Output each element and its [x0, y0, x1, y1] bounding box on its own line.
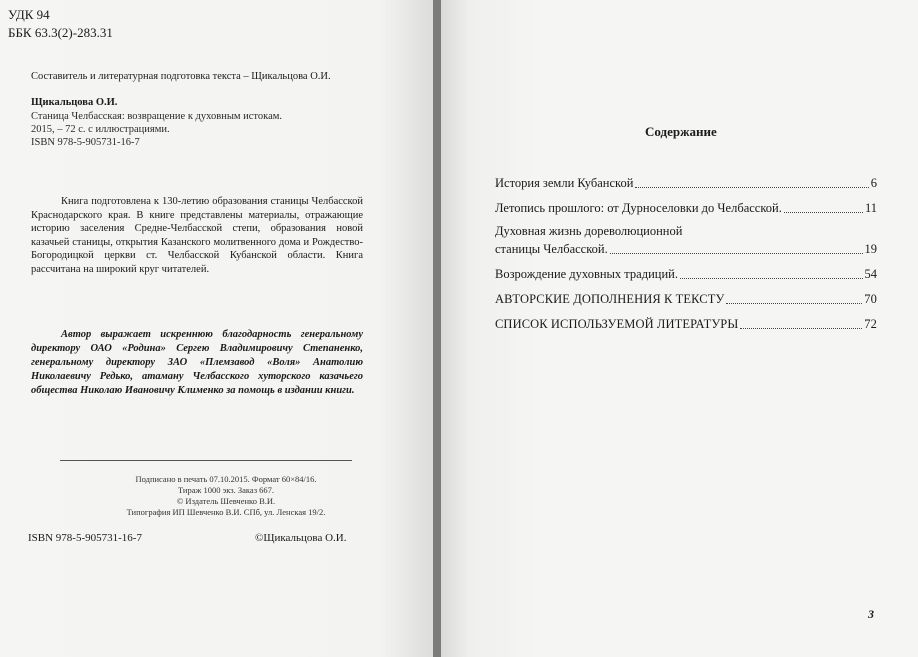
author-name: Щикальцова О.И.: [31, 97, 118, 108]
toc-entry[interactable]: [495, 314, 877, 332]
toc-entry-title: станицы Челбасской.: [495, 242, 608, 256]
toc-entry[interactable]: [495, 289, 877, 307]
acknowledgement: Автор выражает искреннюю благодарность генеральному директору ОАО «Родина» Сергею Владимировичу Степаненко, генеральному директору ЗАО «Племзавод «Воля» Анатолию Николаевичу Редько, атаману Челбасского хуторского казачьего общества Николаю Ивановичу Клименко за помощь в издании книги.: [31, 329, 363, 396]
bibliographic-description: [31, 110, 282, 149]
divider: [60, 460, 352, 461]
toc-entry[interactable]: [495, 264, 877, 282]
bbk-code: ББК 63.3(2)-283.31: [8, 25, 113, 40]
toc-entry-page: 11: [864, 201, 877, 215]
udk-code: УДК 94: [8, 7, 50, 22]
toc-leader: [784, 212, 863, 213]
toc-entry-title: СПИСОК ИСПОЛЬЗУЕМОЙ ЛИТЕРАТУРЫ: [495, 317, 739, 331]
toc-entry[interactable]: [495, 224, 877, 257]
compiler-line: Составитель и литературная подготовка текста – Щикальцова О.И.: [31, 71, 331, 82]
imprint-block: [30, 474, 422, 518]
annotation: Книга подготовлена к 130-летию образования станицы Челбасской Краснодарского края. В книге представлены материалы, отражающие историю заселения Средне-Челбасской степи, образования новой казачьей станицы, открытия Казанского молитвенного дома и Рождество-Богородицкой церкви ст. Челбасской Кубанской области. Книга рассчитана на широкий круг читателей.: [31, 196, 363, 275]
toc-entry[interactable]: [495, 198, 877, 216]
bib-line: 2015, – 72 с. с иллюстрациями.: [31, 124, 170, 135]
toc-entry-page: 70: [864, 292, 877, 306]
toc-title: Содержание: [645, 124, 717, 139]
toc-entry-title: АВТОРСКИЕ ДОПОЛНЕНИЯ К ТЕКСТУ: [495, 292, 725, 306]
toc-entry-page: 19: [864, 242, 877, 256]
toc-leader: [740, 328, 862, 329]
toc-entry[interactable]: [495, 172, 877, 191]
imprint-line: Подписано в печать 07.10.2015. Формат 60×84/16.: [135, 474, 317, 484]
copyright: ©Щикальцова О.И.: [255, 532, 347, 544]
toc-entry-title: Летопись прошлого: от Дурноселовки до Челбасской.: [495, 201, 782, 215]
toc-leader: [610, 253, 863, 254]
toc-entry-title: Возрождение духовных традиций.: [495, 267, 678, 281]
page-number: 3: [868, 607, 874, 621]
isbn: ISBN 978-5-905731-16-7: [28, 532, 142, 544]
toc-entry-line2: [495, 239, 877, 257]
classification-codes: [8, 6, 113, 42]
toc-leader: [726, 303, 862, 304]
toc-leader: [680, 278, 863, 279]
imprint-line: Тираж 1000 экз. Заказ 667.: [177, 485, 275, 495]
bib-line: Станица Челбасская: возвращение к духовным истокам.: [31, 111, 283, 122]
book-spine-gutter: [433, 0, 441, 657]
table-of-contents: [495, 172, 877, 332]
toc-entry-page: 72: [864, 317, 877, 331]
toc-entry-title: История земли Кубанской: [495, 176, 634, 190]
imprint-line: © Издатель Шевченко В.И.: [176, 496, 276, 506]
bib-line: ISBN 978-5-905731-16-7: [31, 137, 140, 148]
toc-entry-page: 54: [864, 267, 877, 281]
toc-entry-page: 6: [870, 176, 877, 190]
toc-entry-title-line1: Духовная жизнь дореволюционной: [495, 224, 683, 238]
left-page: [0, 0, 433, 657]
toc-leader: [635, 187, 868, 188]
imprint-line: Типография ИП Шевченко В.И. СПб, ул. Ленская 19/2.: [126, 507, 326, 517]
